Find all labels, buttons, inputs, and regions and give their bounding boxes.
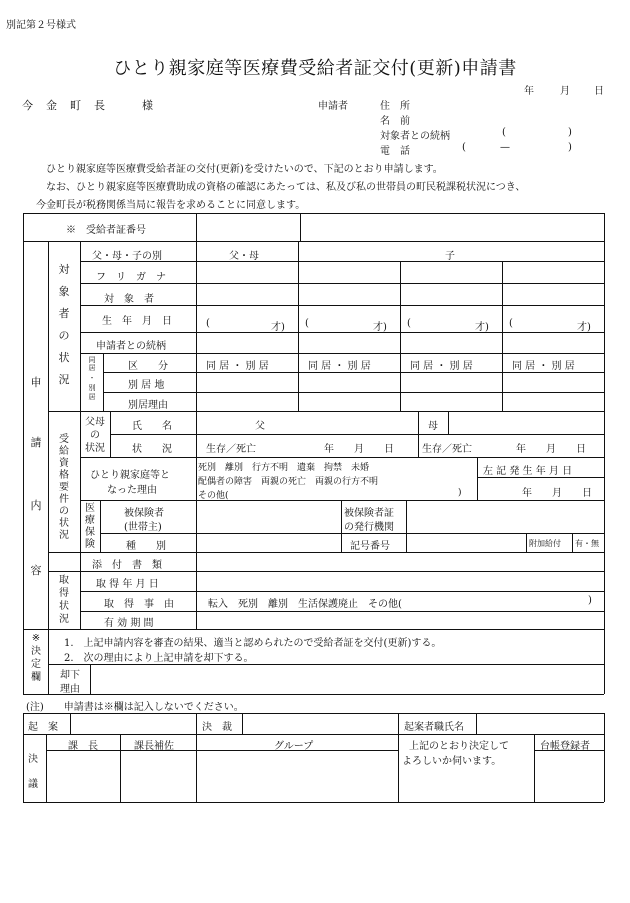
- occur-date-label: 左 記 発 生 年 月 日: [483, 466, 573, 477]
- age-open-3: (: [407, 318, 411, 329]
- section-elig-6: 件: [59, 494, 69, 505]
- section-apply-3: 内: [30, 499, 42, 512]
- cohab-label-3: ・: [88, 374, 96, 382]
- decision-4: 欄: [31, 672, 41, 683]
- name-label: 名 前: [380, 116, 410, 127]
- relation-paren-close: ): [568, 127, 572, 138]
- row-relation: 申請者との続柄: [96, 341, 166, 352]
- section-target-3: 者: [58, 307, 70, 320]
- section-elig-3: 資: [59, 458, 69, 469]
- age-unit-3: 才): [475, 322, 489, 333]
- cert-issuer-1: 被保険者証: [344, 508, 394, 519]
- valid-period: 有 効 期 間: [104, 618, 154, 629]
- age-open-4: (: [509, 318, 513, 329]
- alive-dead-mother: 生存／死亡: [422, 444, 472, 455]
- section-acquire-1: 取: [59, 575, 69, 586]
- section-elig-8: 状: [59, 518, 69, 529]
- section-chief: 課 長: [68, 741, 98, 752]
- ledger-label: 台帳登録者: [540, 741, 590, 752]
- date-father: 年 月 日: [324, 444, 394, 455]
- parents-status-3: 状況: [85, 443, 105, 454]
- cohab-value-1: 同 居 ・ 別 居: [206, 361, 269, 372]
- cohab-label-2: 居: [88, 364, 96, 372]
- cohab-label-5: 居: [88, 393, 96, 401]
- intro-line-1: ひとり親家庭等医療費受給者証の交付(更新)を受けたいので、下記のとおり申請します。: [46, 164, 443, 175]
- addressee: 今 金 町 長 様: [22, 99, 154, 112]
- decision-2: 決: [31, 646, 41, 657]
- section-elig-5: 要: [59, 482, 69, 493]
- date-mother: 年 月 日: [516, 444, 586, 455]
- section-elig-1: 受: [59, 434, 69, 445]
- relation-label: 対象者との続柄: [380, 131, 450, 142]
- alive-dead-father: 生存／死亡: [206, 444, 256, 455]
- age-open-1: (: [206, 318, 210, 329]
- parents-status-2: の: [90, 430, 100, 441]
- val-parent: 父・母: [229, 251, 259, 262]
- applicant-label: 申請者: [318, 101, 348, 112]
- age-open-2: (: [305, 318, 309, 329]
- reason-label-2: なった理由: [107, 485, 157, 496]
- insured-label-2: (世帯主): [124, 522, 162, 533]
- row-parent-child: 父・母・子の別: [92, 251, 162, 262]
- parents-status-1: 父母: [85, 417, 105, 428]
- cert-issuer-2: の発行機関: [344, 522, 394, 533]
- val-father: 父: [255, 421, 265, 432]
- attached-docs: 添 付 書 類: [92, 560, 162, 571]
- row-status: 状 況: [132, 444, 172, 455]
- cohab-value-4: 同 居 ・ 別 居: [512, 361, 575, 372]
- reason-close: ): [458, 488, 462, 498]
- group-label: グループ: [274, 741, 314, 752]
- row-category: 区 分: [128, 361, 168, 372]
- section-apply-2: 請: [30, 436, 42, 449]
- deputy-chief: 課長補佐: [134, 741, 174, 752]
- phone-paren-close: ): [568, 142, 572, 153]
- reason-line-3: その他(: [198, 491, 229, 501]
- rejection-label-1: 却下: [60, 670, 80, 681]
- cohab-value-2: 同 居 ・ 別 居: [308, 361, 371, 372]
- insurance-2: 療: [85, 515, 95, 526]
- acquire-date: 取 得 年 月 日: [96, 579, 159, 590]
- age-unit-2: 才): [373, 322, 387, 333]
- section-acquire-4: 況: [59, 614, 69, 625]
- relation-paren-open: (: [502, 127, 506, 138]
- section-elig-9: 況: [59, 530, 69, 541]
- insured-label-1: 被保険者: [124, 508, 164, 519]
- decision-text-2: 2. 次の理由により上記申請を却下する。: [64, 653, 254, 664]
- section-target-1: 対: [58, 263, 70, 276]
- section-elig-7: の: [59, 506, 69, 517]
- decision-text-1: 1. 上記申請内容を審査の結果、適当と認められたので受給者証を交付(更新)する。: [64, 638, 442, 649]
- decision-3: 定: [31, 659, 41, 670]
- cohab-label-4: 別: [88, 384, 96, 392]
- acquire-reason: 取 得 事 由: [104, 599, 174, 610]
- section-elig-2: 給: [59, 446, 69, 457]
- reason-line-1: 死別 離別 行方不明 遺棄 拘禁 未婚: [198, 463, 370, 473]
- form-number: 別記第２号様式: [6, 20, 76, 31]
- note: (注) 申請書は※欄は記入しないでください。: [26, 702, 244, 713]
- date-month-label: 月: [560, 86, 570, 97]
- phone-paren-open: (: [462, 142, 466, 153]
- recipient-number-label: ※ 受給者証番号: [66, 225, 146, 236]
- yes-no: 有・無: [575, 539, 599, 548]
- symbol-number: 記号番号: [350, 541, 390, 552]
- date-year-label: 年: [524, 86, 534, 97]
- approve-text-1: 上記のとおり決定して: [409, 741, 509, 752]
- approve-text-2: よろしいか伺います。: [402, 756, 502, 767]
- approval-label-1: 決: [28, 754, 38, 765]
- section-acquire-2: 得: [59, 588, 69, 599]
- row-separate-reason: 別居理由: [128, 400, 168, 411]
- acquire-close: ): [588, 595, 592, 606]
- section-apply-4: 容: [30, 564, 42, 577]
- cohab-value-3: 同 居 ・ 別 居: [410, 361, 473, 372]
- reason-line-2: 配偶者の障害 両親の死亡 両親の行方不明: [198, 477, 379, 487]
- reason-label-1: ひとり親家庭等と: [90, 470, 170, 481]
- val-child: 子: [445, 251, 455, 262]
- row-type: 種 別: [126, 541, 166, 552]
- insurance-1: 医: [85, 503, 95, 514]
- cohab-label-1: 同: [88, 356, 96, 364]
- val-mother: 母: [428, 421, 438, 432]
- decision-label: 決 裁: [202, 722, 232, 733]
- section-apply-1: 申: [30, 376, 42, 389]
- phone-dash: —: [500, 142, 510, 153]
- row-birth: 生 年 月 日: [102, 316, 172, 327]
- section-target-2: 象: [58, 285, 70, 298]
- insurance-3: 保: [85, 527, 95, 538]
- extra-benefit: 附加給付: [529, 539, 561, 548]
- form-title: ひとり親家庭等医療費受給者証交付(更新)申請書: [113, 58, 517, 79]
- intro-line-2: なお、ひとり親家庭等医療費助成の資格の確認にあたっては、私及び私の世帯員の町民税課税状況につき、: [46, 182, 526, 193]
- age-unit-4: 才): [577, 322, 591, 333]
- rejection-label-2: 理由: [60, 684, 80, 695]
- row-separate-place: 別 居 地: [128, 380, 165, 391]
- section-elig-4: 格: [59, 470, 69, 481]
- section-acquire-3: 状: [59, 601, 69, 612]
- address-label: 住 所: [380, 101, 410, 112]
- row-target: 対 象 者: [104, 294, 154, 305]
- section-target-6: 況: [58, 373, 70, 386]
- occur-date-value: 年 月 日: [522, 488, 592, 499]
- draft-label: 起 案: [28, 722, 58, 733]
- acquire-options: 転入 死別 離別 生活保護廃止 その他(: [208, 599, 402, 610]
- phone-label: 電 話: [380, 146, 410, 157]
- drafter-name-label: 起案者職氏名: [404, 722, 464, 733]
- insurance-4: 険: [85, 539, 95, 550]
- section-target-4: の: [58, 329, 70, 342]
- date-day-label: 日: [594, 86, 604, 97]
- row-furigana: フ リ ガ ナ: [96, 272, 166, 283]
- section-target-5: 状: [58, 351, 70, 364]
- row-name: 氏 名: [132, 421, 172, 432]
- decision-1: ※: [31, 633, 41, 644]
- intro-line-3: 今金町長が税務関係当局に報告を求めることに同意します。: [36, 200, 306, 211]
- age-unit-1: 才): [271, 322, 285, 333]
- approval-label-2: 議: [28, 779, 38, 790]
